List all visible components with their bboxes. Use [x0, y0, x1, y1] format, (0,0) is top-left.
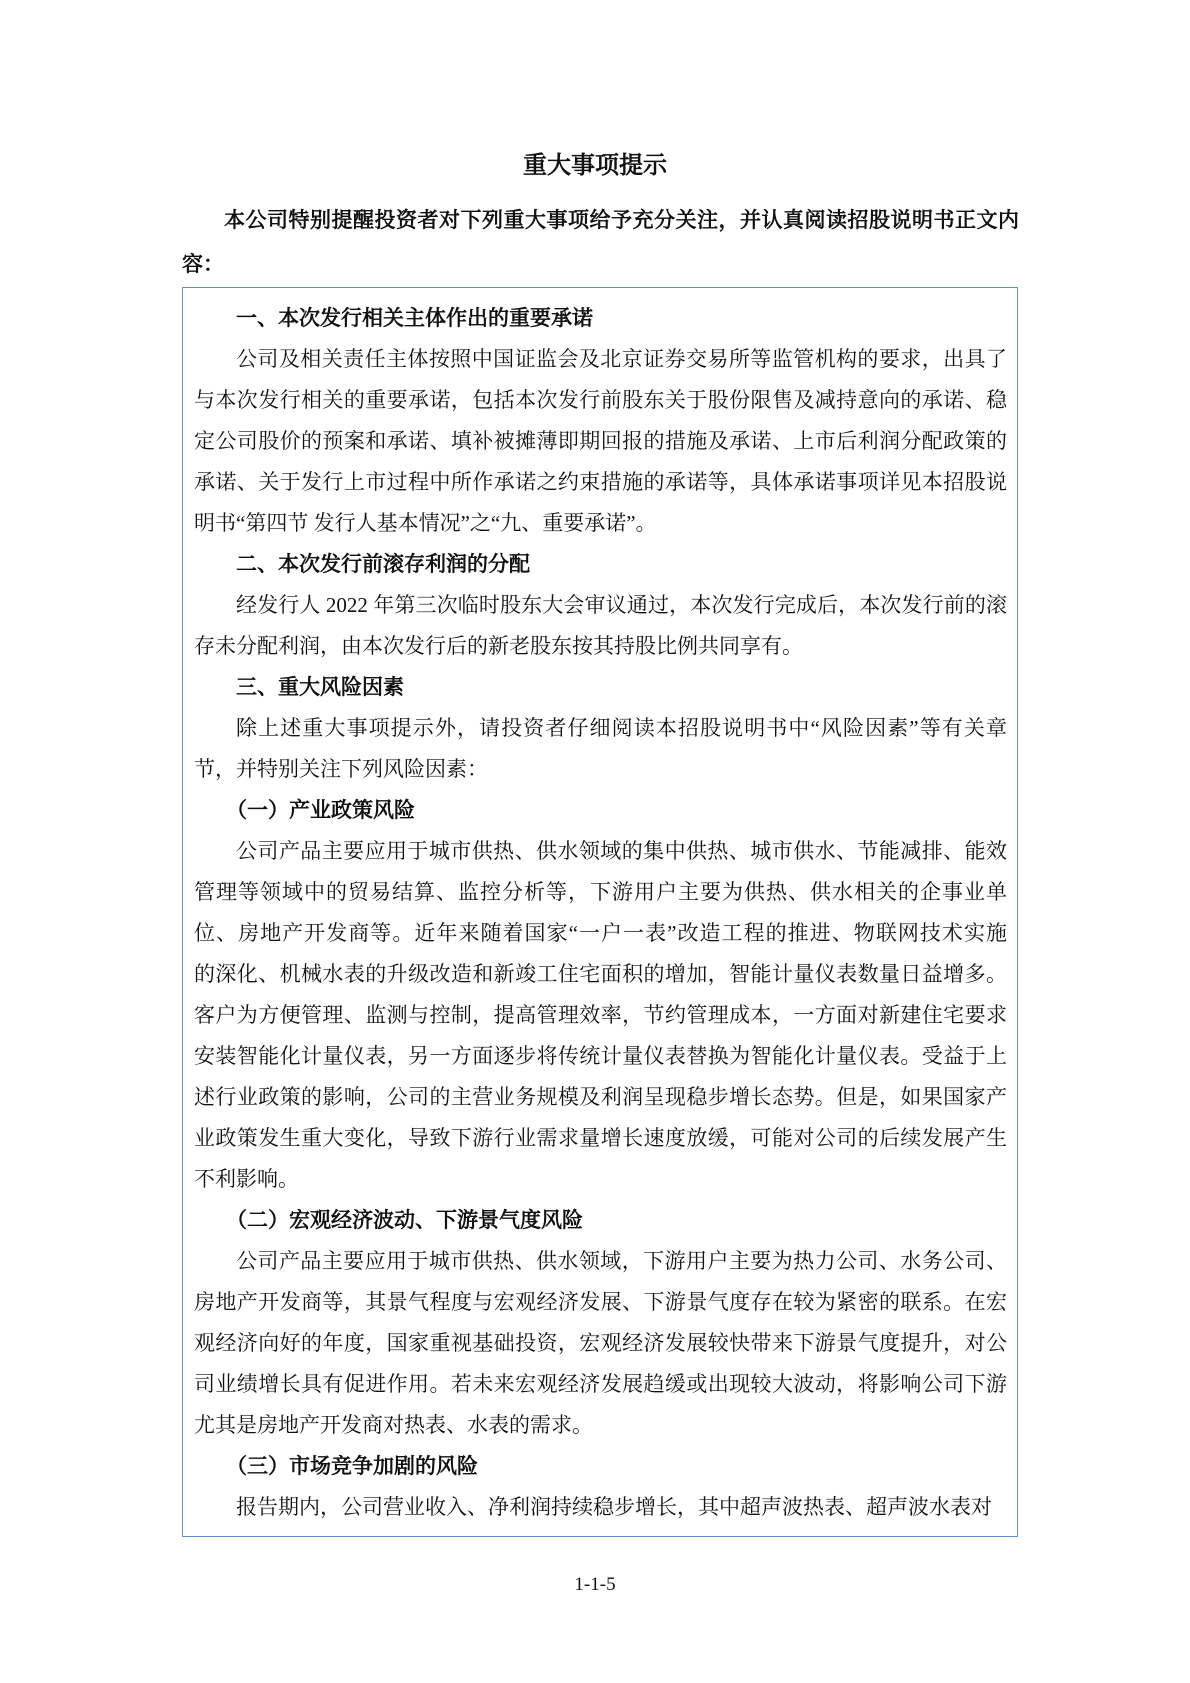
text-line: 报告期内，公司营业收入、净利润持续稳步增长，其中超声波热表、超声波水表对 [236, 1495, 992, 1519]
text-line: 管理等领域中的贸易结算、监控分析等，下游用户主要为供热、供水相关的企事业单 [194, 880, 1007, 904]
text-line: 存未分配利润，由本次发行后的新老股东按其持股比例共同享有。 [194, 634, 803, 658]
paragraph [194, 1241, 1007, 1446]
intro-line: 容： [182, 252, 224, 276]
text-line: 不利影响。 [194, 1167, 299, 1191]
text-line: 节，并特别关注下列风险因素： [194, 757, 488, 781]
text-line: （一）产业政策风险 [226, 798, 415, 822]
text-line: 安装智能化计量仪表，另一方面逐步将传统计量仪表替换为智能化计量仪表。受益于上 [194, 1044, 1007, 1068]
paragraph [194, 585, 1007, 667]
text-line: 二、本次发行前滚存利润的分配 [236, 552, 530, 576]
text-line: 公司产品主要应用于城市供热、供水领域的集中供热、城市供水、节能减排、能效 [236, 839, 1007, 863]
text-line: （二）宏观经济波动、下游景气度风险 [226, 1208, 583, 1232]
text-line: 客户为方便管理、监测与控制，提高管理效率，节约管理成本，一方面对新建住宅要求 [194, 1003, 1007, 1027]
text-line: 经发行人 2022 年第三次临时股东大会审议通过，本次发行完成后，本次发行前的滚 [236, 593, 1007, 617]
text-line: 位、房地产开发商等。近年来随着国家“一户一表”改造工程的推进、物联网技术实施 [194, 921, 1007, 945]
section-heading [194, 544, 1007, 585]
text-line: 业政策发生重大变化，导致下游行业需求量增长速度放缓，可能对公司的后续发展产生 [194, 1126, 1007, 1150]
text-line: 司业绩增长具有促进作用。若未来宏观经济发展趋缓或出现较大波动，将影响公司下游 [194, 1372, 1007, 1396]
paragraph [194, 1487, 1007, 1528]
box-content [194, 298, 1007, 1528]
text-line: 公司及相关责任主体按照中国证监会及北京证券交易所等监管机构的要求，出具了 [236, 347, 1007, 371]
page-number: 1-1-5 [574, 1574, 616, 1595]
text-line: 明书“第四节 发行人基本情况”之“九、重要承诺”。 [194, 511, 657, 535]
subsection-heading [194, 790, 1007, 831]
text-line: 一、本次发行相关主体作出的重要承诺 [236, 306, 593, 330]
text-line: 除上述重大事项提示外，请投资者仔细阅读本招股说明书中“风险因素”等有关章 [236, 716, 1007, 740]
text-line: 承诺、关于发行上市过程中所作承诺之约束措施的承诺等，具体承诺事项详见本招股说 [194, 470, 1007, 494]
text-line: 公司产品主要应用于城市供热、供水领域，下游用户主要为热力公司、水务公司、 [236, 1249, 1007, 1273]
section-heading [194, 667, 1007, 708]
important-matters-box [182, 287, 1018, 1537]
intro-paragraph [182, 198, 1019, 286]
subsection-heading [194, 1446, 1007, 1487]
paragraph [194, 339, 1007, 544]
text-line: 的深化、机械水表的升级改造和新竣工住宅面积的增加，智能计量仪表数量日益增多。 [194, 962, 1007, 986]
text-line: 述行业政策的影响，公司的主营业务规模及利润呈现稳步增长态势。但是，如果国家产 [194, 1085, 1007, 1109]
text-line: 定公司股价的预案和承诺、填补被摊薄即期回报的措施及承诺、上市后利润分配政策的 [194, 429, 1007, 453]
paragraph [194, 831, 1007, 1200]
paragraph [194, 708, 1007, 790]
text-line: 观经济向好的年度，国家重视基础投资，宏观经济发展较快带来下游景气度提升，对公 [194, 1331, 1007, 1355]
text-line: 与本次发行相关的重要承诺，包括本次发行前股东关于股份限售及减持意向的承诺、稳 [194, 388, 1007, 412]
page-title: 重大事项提示 [523, 153, 667, 179]
text-line: 三、重大风险因素 [236, 675, 404, 699]
text-line: （三）市场竞争加剧的风险 [226, 1454, 478, 1478]
text-line: 房地产开发商等，其景气程度与宏观经济发展、下游景气度存在较为紧密的联系。在宏 [194, 1290, 1007, 1314]
text-line: 尤其是房地产开发商对热表、水表的需求。 [194, 1413, 593, 1437]
intro-line: 本公司特别提醒投资者对下列重大事项给予充分关注，并认真阅读招股说明书正文内 [224, 208, 1019, 232]
section-heading [194, 298, 1007, 339]
subsection-heading [194, 1200, 1007, 1241]
